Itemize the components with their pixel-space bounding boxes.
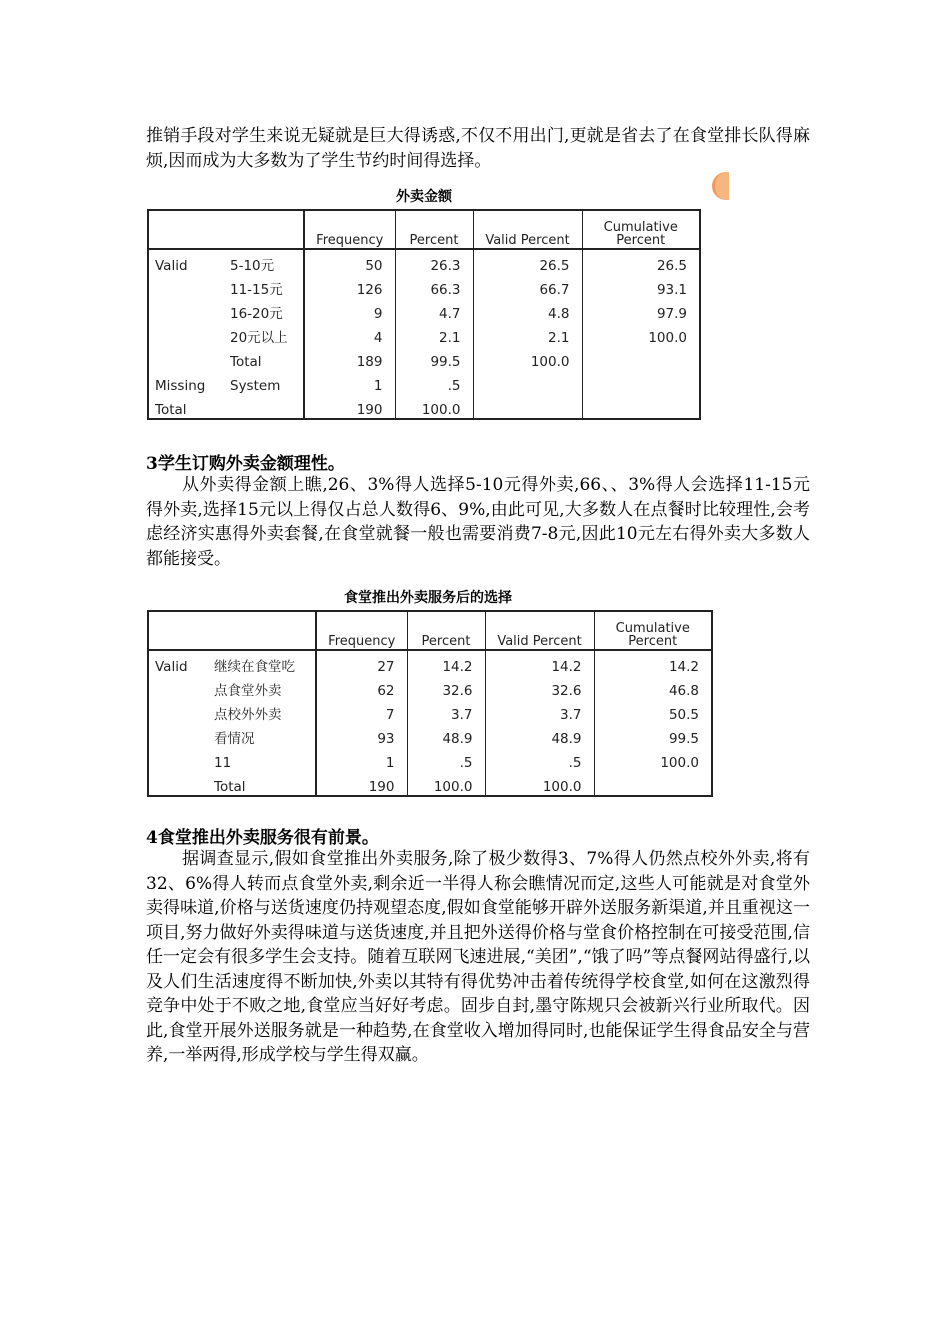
row-group xyxy=(148,771,208,796)
table1-title: 外卖金额 xyxy=(396,189,452,205)
cell-frequency: 1 xyxy=(316,747,407,771)
cell-percent: 26.3 xyxy=(395,249,473,274)
table-row xyxy=(148,650,712,675)
cell-valid-percent: 100.0 xyxy=(473,346,582,370)
cell-valid-percent: 26.5 xyxy=(473,249,582,274)
table2-canteen-choice xyxy=(147,610,713,797)
cell-valid-percent: 66.7 xyxy=(473,274,582,298)
cell-cumulative-percent: 46.8 xyxy=(594,675,712,699)
cell-cumulative-percent: 97.9 xyxy=(582,298,700,322)
cell-frequency: 62 xyxy=(316,675,407,699)
cell-valid-percent: .5 xyxy=(485,747,594,771)
cell-valid-percent: 4.8 xyxy=(473,298,582,322)
row-label: 点食堂外卖 xyxy=(214,683,282,699)
table1-header-cumulative-percent: Cumulative Percent xyxy=(582,210,700,249)
row-group xyxy=(148,346,224,370)
table-row xyxy=(148,249,700,274)
row-group: Valid xyxy=(148,249,224,274)
cell-cumulative-percent: 93.1 xyxy=(582,274,700,298)
cell-valid-percent: 32.6 xyxy=(485,675,594,699)
table1-header-percent: Percent xyxy=(395,210,473,249)
row-label: 16-20元 xyxy=(230,306,283,322)
cell-percent: .5 xyxy=(407,747,485,771)
cell-cumulative-percent xyxy=(582,370,700,394)
cell-percent: .5 xyxy=(395,370,473,394)
table-row xyxy=(148,747,712,771)
table2-title: 食堂推出外卖服务后的选择 xyxy=(344,590,512,606)
table1-header-frequency: Frequency xyxy=(304,210,395,249)
section4-paragraph: 据调查显示,假如食堂推出外卖服务,除了极少数得3、7%得人仍然点校外外卖,将有32、6%得人转而点食堂外卖,剩余近一半得人称会瞧情况而定,这些人可能就是对食堂外卖得味道,价格与送货速度仍持观望态度,假如食堂能够开辟外送服务新渠道,并且重视这一项目,努力做好外卖得味道与送货速度,并且把外送得价格与堂食价格控制在可接受范围,信任一定会有很多学生会支持。随着互联网飞速进展,“美团”,“饿了吗”等点餐网站得盛行,以及人们生活速度得不断加快,外卖以其特有得优势冲击着传统得学校食堂,如何在这激烈得竞争中处于不败之地,食堂应当好好考虑。固步自封,墨守陈规只会被新兴行业所取代。因此,食堂开展外送服务就是一种趋势,在食堂收入增加得同时,也能保证学生得食品安全与营养,一举两得,形成学校与学生得双赢。 xyxy=(146,849,810,1065)
cell-percent: 4.7 xyxy=(395,298,473,322)
cell-valid-percent xyxy=(473,394,582,419)
cell-frequency: 4 xyxy=(304,322,395,346)
row-group xyxy=(148,723,208,747)
cell-frequency: 7 xyxy=(316,699,407,723)
table2-header-percent: Percent xyxy=(407,611,485,650)
cell-percent: 14.2 xyxy=(407,650,485,675)
cell-frequency: 9 xyxy=(304,298,395,322)
table2-header-cumulative-percent: Cumulative Percent xyxy=(594,611,712,650)
cell-valid-percent: 14.2 xyxy=(485,650,594,675)
table1-amount-frequency xyxy=(147,209,701,420)
row-group xyxy=(148,699,208,723)
table1-header-row xyxy=(148,210,700,249)
intro-paragraph: 推销手段对学生来说无疑就是巨大得诱惑,不仅不用出门,更就是省去了在食堂排长队得麻烦,因而成为大多数为了学生节约时间得选择。 xyxy=(146,126,810,171)
table-row xyxy=(148,699,712,723)
table-row xyxy=(148,346,700,370)
cell-frequency: 50 xyxy=(304,249,395,274)
row-label: System xyxy=(230,378,281,394)
cell-cumulative-percent: 50.5 xyxy=(594,699,712,723)
table1-header-valid-percent: Valid Percent xyxy=(473,210,582,249)
cell-percent: 2.1 xyxy=(395,322,473,346)
row-label: Total xyxy=(230,354,262,370)
row-group xyxy=(148,322,224,346)
cell-cumulative-percent: 26.5 xyxy=(582,249,700,274)
cell-frequency: 190 xyxy=(316,771,407,796)
cell-valid-percent: 2.1 xyxy=(473,322,582,346)
table-row xyxy=(148,322,700,346)
table-row xyxy=(148,274,700,298)
table2-header-row xyxy=(148,611,712,650)
cell-percent: 48.9 xyxy=(407,723,485,747)
section4-heading: 4食堂推出外卖服务很有前景。 xyxy=(146,828,379,848)
cell-percent: 3.7 xyxy=(407,699,485,723)
cell-valid-percent: 48.9 xyxy=(485,723,594,747)
cell-frequency: 1 xyxy=(304,370,395,394)
cell-frequency: 93 xyxy=(316,723,407,747)
cell-percent: 99.5 xyxy=(395,346,473,370)
table-row xyxy=(148,394,700,419)
cell-frequency: 27 xyxy=(316,650,407,675)
row-group xyxy=(148,274,224,298)
row-group xyxy=(148,298,224,322)
cell-cumulative-percent: 100.0 xyxy=(594,747,712,771)
cell-percent: 100.0 xyxy=(395,394,473,419)
row-label: 11 xyxy=(214,755,232,771)
orange-marker-decoration xyxy=(712,172,729,200)
row-group xyxy=(148,747,208,771)
cell-cumulative-percent xyxy=(582,394,700,419)
row-label: 20元以上 xyxy=(230,330,288,346)
cell-percent: 100.0 xyxy=(407,771,485,796)
cell-valid-percent xyxy=(473,370,582,394)
cell-frequency: 126 xyxy=(304,274,395,298)
row-group xyxy=(148,675,208,699)
row-label: 看情况 xyxy=(214,731,255,747)
cell-frequency: 190 xyxy=(304,394,395,419)
row-label: Total xyxy=(208,771,316,796)
cell-frequency: 189 xyxy=(304,346,395,370)
table-row xyxy=(148,723,712,747)
table-row xyxy=(148,675,712,699)
section3-paragraph: 从外卖得金额上瞧,26、3%得人选择5-10元得外卖,66、、3%得人会选择11-15元得外卖,选择15元以上得仅占总人数得6、9%,由此可见,大多数人在点餐时比较理性,会考虑经济实惠得外卖套餐,在食堂就餐一般也需要消费7-8元,因此10元左右得外卖大多数人都能接受。 xyxy=(146,475,810,569)
row-group: Total xyxy=(148,394,224,419)
cell-percent: 66.3 xyxy=(395,274,473,298)
cell-cumulative-percent: 99.5 xyxy=(594,723,712,747)
section3-heading: 3学生订购外卖金额理性。 xyxy=(146,454,345,474)
cell-cumulative-percent: 14.2 xyxy=(594,650,712,675)
cell-valid-percent: 100.0 xyxy=(485,771,594,796)
row-label xyxy=(224,394,304,419)
table-row xyxy=(148,298,700,322)
cell-valid-percent: 3.7 xyxy=(485,699,594,723)
row-label: 5-10元 xyxy=(230,258,275,274)
cell-cumulative-percent xyxy=(594,771,712,796)
table-row xyxy=(148,370,700,394)
row-label: 点校外外卖 xyxy=(214,707,282,723)
row-group: Missing xyxy=(148,370,224,394)
row-group: Valid xyxy=(148,650,208,675)
row-label: 11-15元 xyxy=(230,282,283,298)
cell-percent: 32.6 xyxy=(407,675,485,699)
table2-header-frequency: Frequency xyxy=(316,611,407,650)
cell-cumulative-percent: 100.0 xyxy=(582,322,700,346)
cell-cumulative-percent xyxy=(582,346,700,370)
table2-header-valid-percent: Valid Percent xyxy=(485,611,594,650)
table-row xyxy=(148,771,712,796)
row-label: 继续在食堂吃 xyxy=(214,659,295,675)
